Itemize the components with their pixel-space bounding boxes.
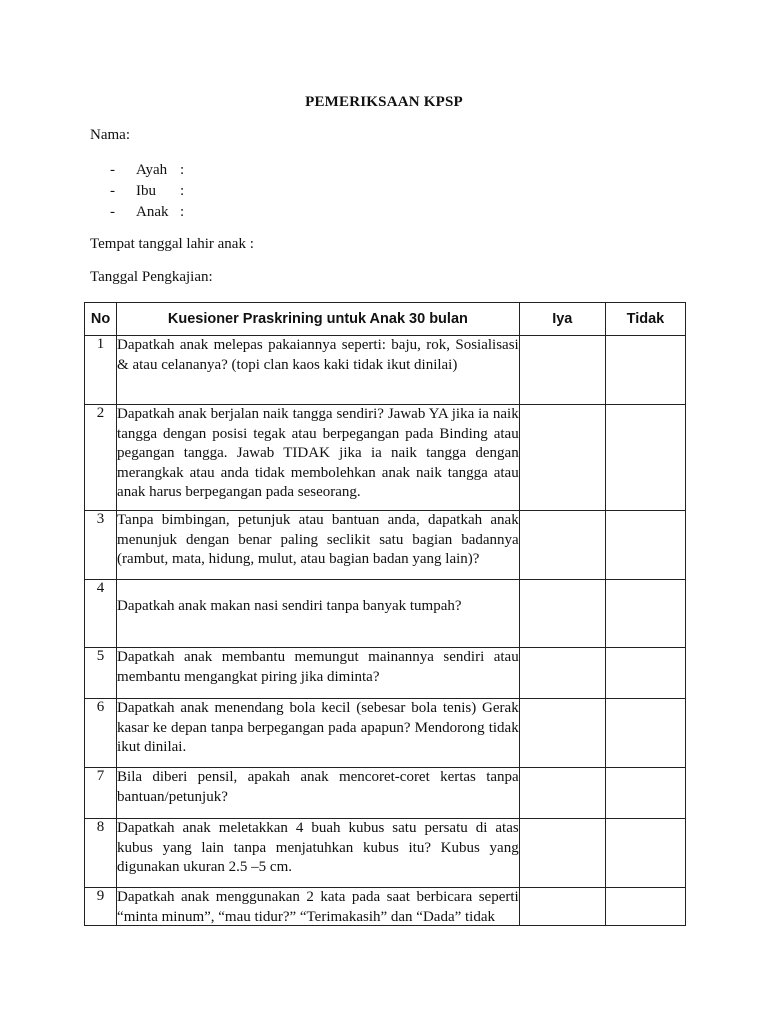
tidak-answer-cell[interactable] [605, 768, 685, 819]
question-text: Dapatkah anak menggunakan 2 kata pada saat berbicara seperti “minta minum”, “mau tidur?” “Terimakasih” dan “Dada” tidak [117, 889, 519, 925]
row-number: 2 [85, 405, 117, 511]
question-cell [117, 888, 520, 926]
anak-colon: : [180, 204, 185, 220]
question-text: Dapatkah anak makan nasi sendiri tanpa banyak tumpah? [117, 580, 520, 648]
row-number: 7 [85, 768, 117, 819]
table-row [85, 768, 686, 819]
tidak-answer-cell[interactable] [605, 819, 685, 888]
header-iya: Iya [519, 303, 605, 336]
iya-answer-cell[interactable] [519, 405, 605, 511]
tidak-answer-cell[interactable] [605, 511, 685, 580]
header-no: No [85, 303, 117, 336]
parent-row-ibu [110, 181, 184, 202]
question-text: Dapatkah anak melepas pakaiannya seperti: baju, rok, Sosialisasi & atau celananya? (topi clan kaos kaki tidak ikut dinilai) [117, 336, 520, 405]
tidak-answer-cell[interactable] [605, 336, 685, 405]
question-text: Dapatkah anak berjalan naik tangga sendiri? Jawab YA jika ia naik tangga dengan posisi tegak atau berpegangan pada Binding atau pegangan tangga. Jawab TIDAK jika ia naik tangga dengan merangkak atau anda tidak membolehkan anak naik tangga atau anak harus berpegangan pada seseorang. [117, 405, 520, 511]
iya-answer-cell[interactable] [519, 888, 605, 926]
parent-row-anak [110, 202, 184, 223]
iya-answer-cell[interactable] [519, 768, 605, 819]
ayah-label: Ayah [136, 162, 168, 178]
table-row [85, 336, 686, 405]
row-number: 3 [85, 511, 117, 580]
question-text: Dapatkah anak menendang bola kecil (sebesar bola tenis) Gerak kasar ke depan tanpa berpegangan pada apapun? Mendorong tidak ikut dinilai. [117, 699, 520, 768]
table-row [85, 580, 686, 648]
table-row [85, 888, 686, 926]
nama-label: Nama: [90, 127, 130, 143]
header-tidak: Tidak [605, 303, 685, 336]
kpsp-table [84, 302, 686, 926]
list-dash: - [110, 183, 115, 199]
ibu-label: Ibu [136, 183, 156, 199]
question-text: Dapatkah anak membantu memungut mainannya sendiri atau membantu mengangkat piring jika diminta? [117, 648, 520, 699]
table-row [85, 819, 686, 888]
tidak-answer-cell[interactable] [605, 580, 685, 648]
iya-answer-cell[interactable] [519, 336, 605, 405]
row-number: 1 [85, 336, 117, 405]
header-question: Kuesioner Praskrining untuk Anak 30 bulan [117, 303, 520, 336]
iya-answer-cell[interactable] [519, 819, 605, 888]
iya-answer-cell[interactable] [519, 511, 605, 580]
tidak-answer-cell[interactable] [605, 699, 685, 768]
tanggal-pengkajian-label: Tanggal Pengkajian: [90, 269, 213, 285]
question-text: Bila diberi pensil, apakah anak mencoret-coret kertas tanpa bantuan/petunjuk? [117, 768, 520, 819]
table-row [85, 648, 686, 699]
document-title: PEMERIKSAAN KPSP [305, 94, 463, 110]
row-number: 8 [85, 819, 117, 888]
table-row [85, 511, 686, 580]
question-text: Dapatkah anak meletakkan 4 buah kubus satu persatu di atas kubus yang lain tanpa menjatuhkan kubus itu? Kubus yang digunakan ukuran 2.5 –5 cm. [117, 819, 520, 888]
row-number: 6 [85, 699, 117, 768]
parent-row-ayah [110, 160, 184, 181]
ayah-colon: : [180, 162, 185, 178]
table-row [85, 405, 686, 511]
iya-answer-cell[interactable] [519, 580, 605, 648]
row-number: 5 [85, 648, 117, 699]
table-row [85, 699, 686, 768]
parent-list [110, 160, 184, 223]
row-number: 4 [85, 580, 117, 648]
tidak-answer-cell[interactable] [605, 405, 685, 511]
row-number: 9 [85, 888, 117, 926]
tidak-answer-cell[interactable] [605, 648, 685, 699]
iya-answer-cell[interactable] [519, 648, 605, 699]
iya-answer-cell[interactable] [519, 699, 605, 768]
list-dash: - [110, 204, 115, 220]
anak-label: Anak [136, 204, 169, 220]
question-text: Tanpa bimbingan, petunjuk atau bantuan anda, dapatkah anak menunjuk dengan benar paling seclikit satu bagian badannya (rambut, mata, hidung, mulut, atau bagian badan yang lain)? [117, 511, 520, 580]
list-dash: - [110, 162, 115, 178]
tempat-tanggal-lahir-label: Tempat tanggal lahir anak : [90, 236, 254, 252]
ibu-colon: : [180, 183, 185, 199]
tidak-answer-cell[interactable] [605, 888, 685, 926]
table-header-row [85, 303, 686, 336]
